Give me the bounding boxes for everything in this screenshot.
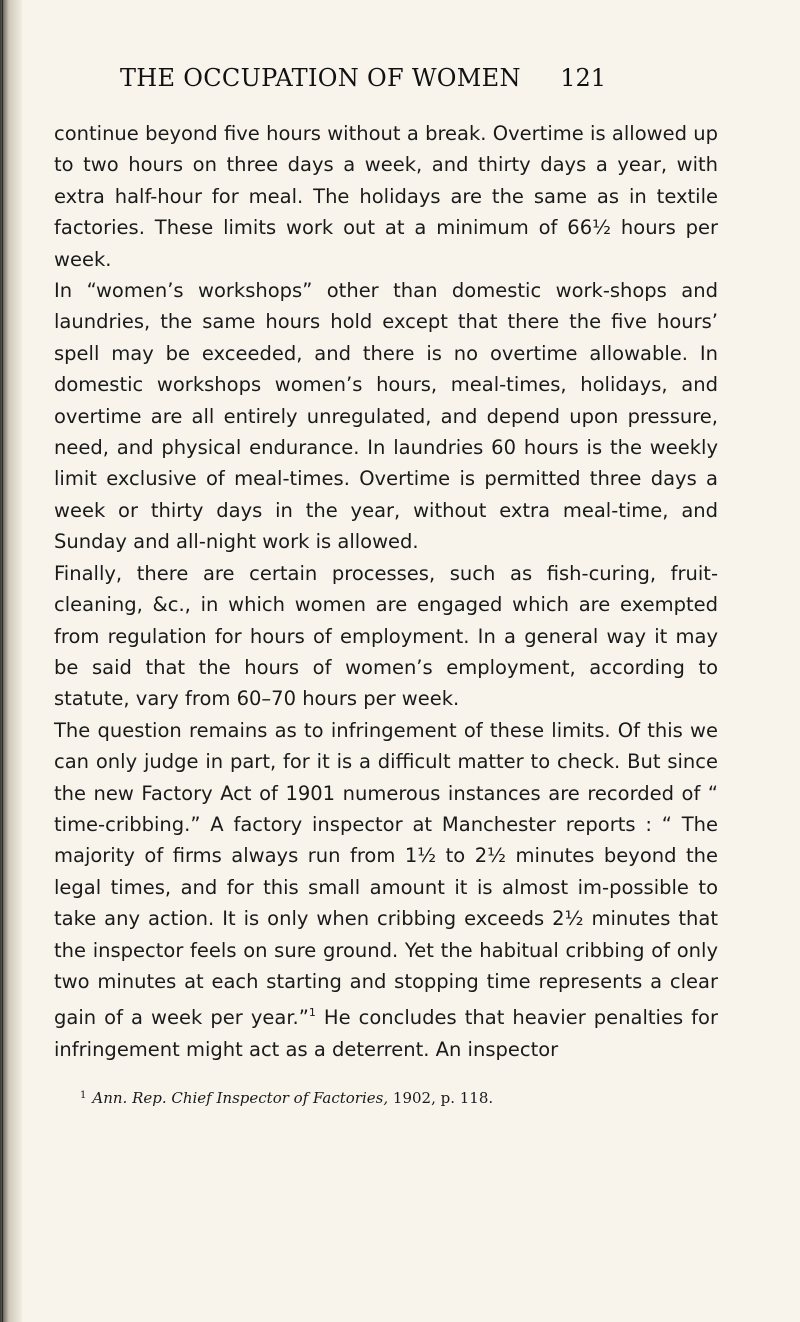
page-gutter (0, 0, 22, 1322)
footnote-reference: 1 (308, 1006, 316, 1020)
paragraph (54, 558, 718, 715)
paragraph-text: Finally, there are certain processes, such as fish-curing, fruit-cleaning, &c., in which women are engaged which are exempted from regulation for hours of employment. In a general way it may be said that the hours of women’s employment, according to statute, vary from 60–70 hours per week. (54, 561, 718, 711)
body-text (54, 118, 718, 1065)
paragraph-text: In “women’s workshops” other than domestic work-shops and laundries, the same hours hold except that there the five hours’ spell may be exceeded, and there is no overtime allowable. In domestic workshops women’s hours, meal-times, holidays, and overtime are all entirely unregulated, and depend upon pressure, need, and physical endurance. In laundries 60 hours is the weekly limit exclusive of meal-times. Overtime is permitted three days a week or thirty days in the year, without extra meal-time, and Sunday and all-night work is allowed. (54, 279, 718, 554)
binding-edge (2, 0, 3, 1322)
running-title: THE OCCUPATION OF WOMEN (120, 64, 521, 92)
paragraph: continue beyond five hours without a break. Overtime is allowed up to two hours on three days a week, and thirty days a year, with extra half-hour for meal. The holidays are the same as in textile factories. These limits work out at a minimum of 66½ hours per week. (54, 122, 718, 271)
paragraph (54, 275, 718, 558)
footnote (80, 1089, 720, 1107)
running-header (120, 64, 606, 104)
paragraph (54, 715, 718, 1065)
footnote-source: Ann. Rep. Chief Inspector of Factories, (92, 1089, 389, 1107)
footnote-marker: 1 (80, 1090, 87, 1101)
page-number: 121 (560, 64, 606, 92)
paragraph-text: He concludes that heavier penalties for infringement might act as a deterrent. An inspector (54, 1006, 718, 1061)
footnote-details: 1902, p. 118. (392, 1089, 494, 1107)
paragraph-text: The question remains as to infringement of these limits. Of this we can only judge in part, for it is a difficult matter to check. But since the new Factory Act of 1901 numerous instances are recorded of “ time-cribbing.” A factory inspector at Manchester reports : “ The majority of firms always run from 1½ to 2½ minutes beyond the legal times, and for this small amount it is almost im-possible to take any action. It is only when cribbing exceeds 2½ minutes that the inspector feels on sure ground. Yet the habitual cribbing of only two minutes at each starting and stopping time represents a clear gain of a week per year.” (54, 718, 718, 1030)
